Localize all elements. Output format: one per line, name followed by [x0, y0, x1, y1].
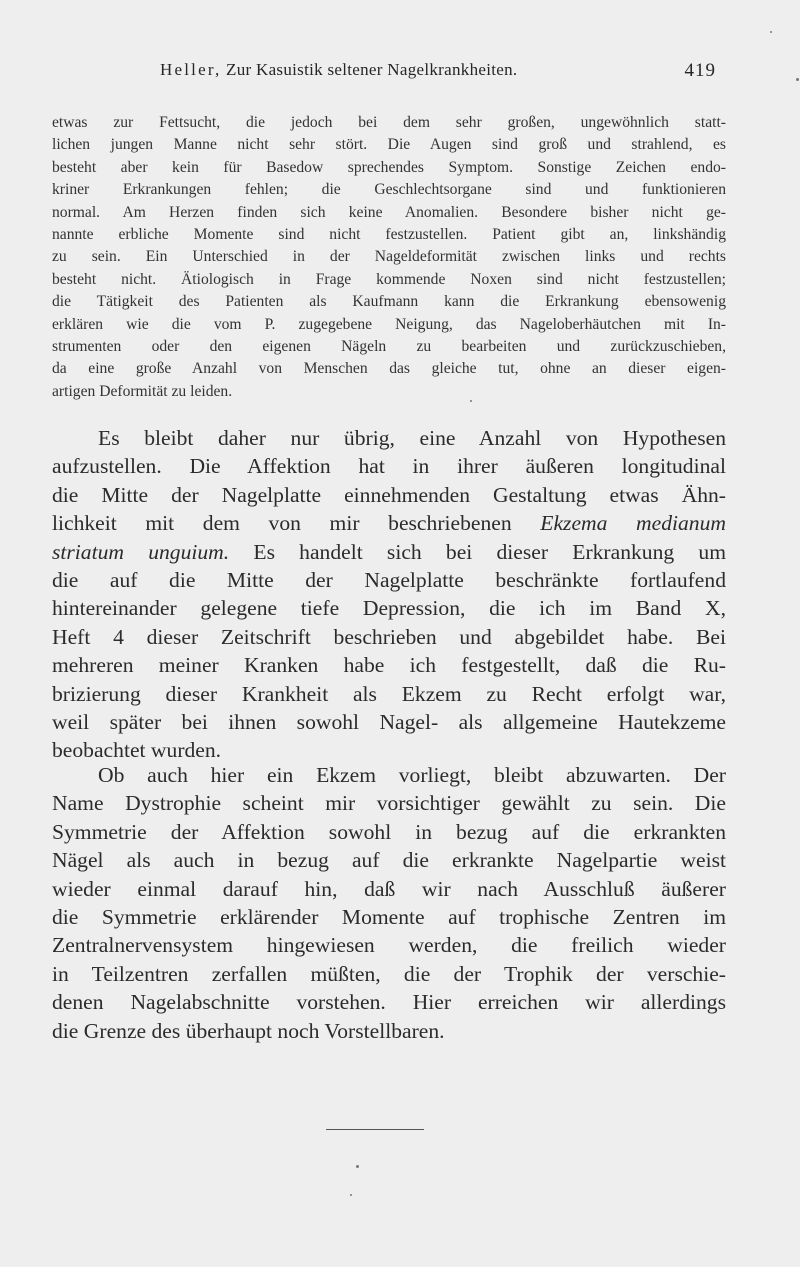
body-line: wieder einmal darauf hin, daß wir nach Ausschluß äußerer [52, 876, 726, 901]
body-paragraph-1 [52, 424, 726, 765]
italic-term: striatum unguium. [52, 539, 230, 564]
header-title: Zur Kasuistik seltener Nagelkrankheiten. [226, 60, 518, 79]
small-line: besteht aber kein für Basedow sprechendes Symptom. Sonstige Zeichen endo- [52, 158, 726, 176]
print-speck [350, 1194, 352, 1196]
body-line: mehreren meiner Kranken habe ich festgestellt, daß die Ru- [52, 653, 726, 678]
body-line-text: lichkeit mit dem von mir beschriebenen [52, 511, 541, 536]
small-line: artigen Deformität zu leiden. [52, 382, 233, 400]
body-paragraph-2 [52, 761, 726, 1045]
body-line: Name Dystrophie scheint mir vorsichtiger gewählt zu sein. Die [52, 791, 726, 816]
print-speck [770, 31, 772, 33]
small-line: nannte erbliche Momente sind nicht festzustellen. Patient gibt an, linkshändig [52, 225, 726, 243]
body-line: hintereinander gelegene tiefe Depression, die ich im Band X, [52, 596, 726, 621]
small-line: strumenten oder den eigenen Nägeln zu bearbeiten und zurückzuschieben, [52, 337, 726, 355]
print-speck [470, 400, 472, 402]
print-speck [796, 78, 799, 81]
italic-term: Ekzema medianum [540, 511, 726, 536]
body-line: Zentralnervensystem hingewiesen werden, die freilich wieder [52, 933, 726, 958]
body-line: beobachtet wurden. [52, 738, 222, 763]
body-line: Heft 4 dieser Zeitschrift beschrieben und abgebildet habe. Bei [52, 624, 726, 649]
small-line: die Tätigkeit des Patienten als Kaufmann kann die Erkrankung ebensowenig [52, 293, 726, 311]
body-line: die Grenze des überhaupt noch Vorstellbaren. [52, 1018, 445, 1043]
body-line: Ob auch hier ein Ekzem vorliegt, bleibt abzuwarten. Der [98, 763, 726, 787]
header-author: Heller, [160, 60, 222, 79]
small-line: kriner Erkrankungen fehlen; die Geschlechtsorgane sind und funktionieren [52, 181, 726, 199]
small-line: da eine große Anzahl von Menschen das gleiche tut, ohne an dieser eigen- [52, 360, 726, 378]
body-line: aufzustellen. Die Affektion hat in ihrer äußeren longitudinal [52, 454, 726, 479]
print-speck [356, 1165, 359, 1168]
body-line: Es bleibt daher nur übrig, eine Anzahl von Hypothesen [98, 426, 726, 450]
small-line: besteht nicht. Ätiologisch in Frage kommende Noxen sind nicht festzustellen; [52, 270, 726, 288]
small-line: erklären wie die vom P. zugegebene Neigung, das Nageloberhäutchen mit In- [52, 315, 726, 333]
running-header [160, 60, 720, 80]
small-line: lichen jungen Manne nicht sehr stört. Die Augen sind groß und strahlend, es [52, 136, 726, 154]
body-line [52, 509, 726, 537]
body-line [52, 538, 726, 566]
body-line: in Teilzentren zerfallen müßten, die der Trophik der verschie- [52, 961, 726, 986]
page-number: 419 [684, 60, 716, 81]
small-line: etwas zur Fettsucht, die jedoch bei dem sehr großen, ungewöhnlich statt- [52, 114, 726, 131]
small-print-paragraph [52, 112, 726, 403]
body-line: denen Nagelabschnitte vorstehen. Hier erreichen wir allerdings [52, 990, 726, 1015]
body-line: die auf die Mitte der Nagelplatte beschränkte fortlaufend [52, 567, 726, 592]
body-line: brizierung dieser Krankheit als Ekzem zu Recht erfolgt war, [52, 681, 726, 706]
small-line: zu sein. Ein Unterschied in der Nageldeformität zwischen links und rechts [52, 248, 726, 266]
small-line: normal. Am Herzen finden sich keine Anomalien. Besondere bisher nicht ge- [52, 203, 726, 221]
body-line: weil später bei ihnen sowohl Nagel- als allgemeine Hautekzeme [52, 709, 726, 734]
body-line: die Mitte der Nagelplatte einnehmenden Gestaltung etwas Ähn- [52, 482, 726, 507]
body-line: Symmetrie der Affektion sowohl in bezug auf die erkrankten [52, 819, 726, 844]
section-divider [326, 1129, 424, 1130]
body-line: Nägel als auch in bezug auf die erkrankte Nagelpartie weist [52, 848, 726, 873]
body-line: die Symmetrie erklärender Momente auf trophische Zentren im [52, 904, 726, 929]
body-line-text: Es handelt sich bei dieser Erkrankung um [229, 539, 726, 564]
